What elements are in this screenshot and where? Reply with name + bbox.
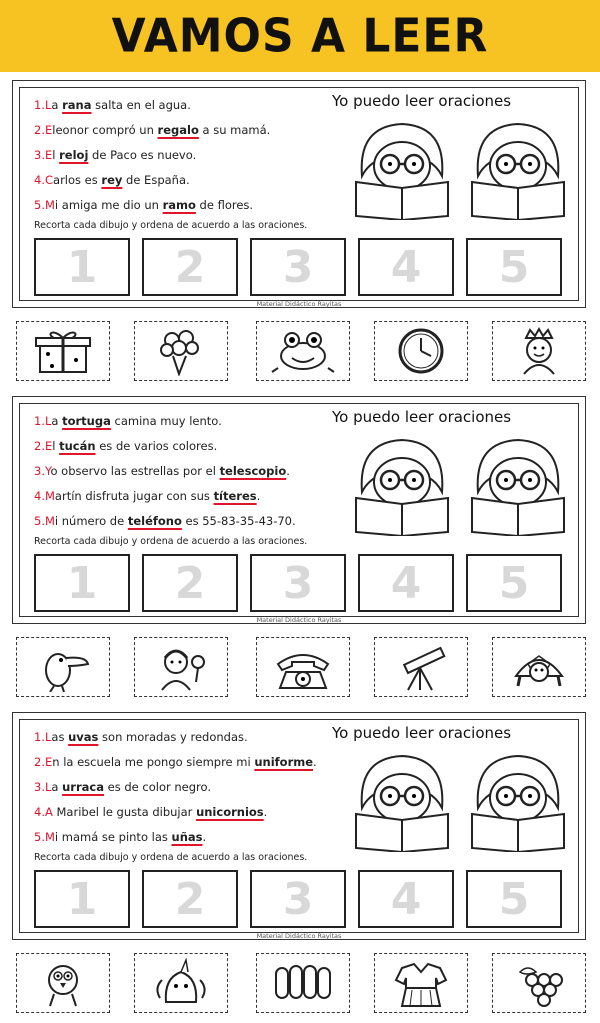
answer-box[interactable] [142,554,238,612]
king-icon [504,326,574,376]
sentence [34,414,222,428]
sentence-text-before: Maribel le gusta dibujar [52,805,197,819]
instruction-text: Recorta cada dibujo y ordena de acuerdo a las oraciones. [34,852,308,863]
sentence-initial: E [44,755,53,769]
cutout-card[interactable] [256,953,350,1013]
sentence-number: 2. [34,123,45,137]
sentence [34,514,296,528]
sentence-text-after: de flores. [195,198,254,212]
page-title: VAMOS A LEER [111,9,489,63]
telephone-icon [268,642,338,692]
sentence-number: 4. [34,173,45,187]
answer-box[interactable] [358,238,454,296]
sentence-number: 5. [34,514,45,528]
reading-panel [12,712,586,940]
flower-bouquet-icon [146,326,216,376]
answer-box[interactable] [250,870,346,928]
box-number: 1 [66,241,98,293]
section-heading: Yo puedo leer oraciones [332,92,512,110]
sentence-keyword: teléfono [127,514,182,528]
sentence-keyword: títeres [213,489,257,503]
sentence-number: 4. [34,489,45,503]
sentence-text-after: salta en el agua. [91,98,191,112]
sentence [34,464,290,478]
panel-inner-border [19,403,579,624]
sentence [34,830,206,844]
clock-icon [386,326,456,376]
telescope-icon [386,642,456,692]
nails-icon [268,958,338,1008]
sentence-number: 1. [34,98,45,112]
section-heading: Yo puedo leer oraciones [332,408,512,426]
cutout-card[interactable] [374,321,468,381]
sentence-keyword: rana [62,98,92,112]
kids-reading-illustration [352,116,588,220]
sentence-number: 5. [34,198,45,212]
magpie-icon [28,958,98,1008]
cutout-card[interactable] [16,321,110,381]
sentence [34,780,211,794]
box-number: 3 [282,557,314,609]
sentence-initial: A [44,805,53,819]
sentence-number: 4. [34,805,45,819]
box-number: 5 [498,241,530,293]
credit-text: Material Didáctico Rayitas [256,932,342,940]
sentence [34,755,317,769]
sentence-text-before: i amiga me dio un [54,198,163,212]
sentence-text-after: de España. [122,173,190,187]
cutout-card[interactable] [256,321,350,381]
sentence-text-after: de Paco es nuevo. [88,148,197,162]
sentence-text-after: a su mamá. [198,123,271,137]
box-number: 5 [498,557,530,609]
sentence-text-before: a [51,780,63,794]
answer-box[interactable] [34,554,130,612]
cutout-strip [12,637,588,699]
box-number: 5 [498,873,530,925]
frog-icon [268,326,338,376]
box-number: 1 [66,557,98,609]
sentence-text-before: i mamá se pinto las [54,830,172,844]
box-number: 2 [174,873,206,925]
panel-inner-border [19,87,579,308]
kids-reading-illustration [352,432,588,536]
sentence [34,439,217,453]
box-number: 1 [66,873,98,925]
credit-text: Material Didáctico Rayitas [256,300,342,308]
answer-box[interactable] [142,870,238,928]
cutout-card[interactable] [374,953,468,1013]
sentence-keyword: urraca [62,780,104,794]
sentence-text-after: . [202,830,207,844]
unicorn-icon [146,958,216,1008]
sentence-number: 1. [34,730,45,744]
cutout-card[interactable] [492,321,586,381]
answer-box[interactable] [466,554,562,612]
sentence-text-after: es de varios colores. [95,439,218,453]
sentence-keyword: uvas [68,730,99,744]
cutout-strip [12,321,588,383]
sentence [34,148,196,162]
answer-box[interactable] [358,554,454,612]
toucan-icon [28,642,98,692]
cutout-card[interactable] [256,637,350,697]
sentence-number: 2. [34,755,45,769]
cutout-card[interactable] [16,953,110,1013]
box-number: 4 [390,241,422,293]
kids-reading-illustration [352,748,588,852]
sentence [34,730,248,744]
sentence-number: 2. [34,439,45,453]
sentence-keyword: ramo [162,198,196,212]
sentence-keyword: unicornios [196,805,264,819]
box-number: 4 [390,873,422,925]
uniform-icon [386,958,456,1008]
cutout-card[interactable] [374,637,468,697]
sentence-text-before: n la escuela me pongo siempre mi [52,755,255,769]
cutout-card[interactable] [134,321,228,381]
sentence-text-before: arlos es [53,173,102,187]
sentence-initial: L [44,730,52,744]
sentence-text-after: . [256,489,261,503]
sentence-number: 5. [34,830,45,844]
answer-box[interactable] [34,870,130,928]
answer-box[interactable] [142,238,238,296]
sentence-text-before: a [51,414,63,428]
sentence-text-after: son moradas y redondas. [98,730,248,744]
sentence-text-after: es 55-83-35-43-70. [181,514,296,528]
reading-panel [12,80,586,308]
sentence-initial: Y [44,464,51,478]
box-number: 4 [390,557,422,609]
sentence-keyword: tucán [59,439,96,453]
sentence-number: 3. [34,148,45,162]
sentence-initial: M [44,489,55,503]
sentence-initial: C [44,173,54,187]
box-number: 3 [282,873,314,925]
instruction-text: Recorta cada dibujo y ordena de acuerdo a las oraciones. [34,220,308,231]
sentence-text-after: es de color negro. [103,780,211,794]
sentence-text-before: leonor compró un [52,123,158,137]
sentence [34,805,267,819]
credit-text: Material Didáctico Rayitas [256,616,342,624]
title-banner [0,0,600,72]
sentence [34,98,191,112]
reading-panel [12,396,586,624]
sentence [34,173,190,187]
answer-box[interactable] [466,238,562,296]
sentence-text-after: . [313,755,317,769]
turtle-icon [504,642,574,692]
sentence-initial: L [44,98,52,112]
box-number: 3 [282,241,314,293]
sentence-initial: M [44,830,55,844]
panel-inner-border [19,719,579,940]
sentence [34,489,260,503]
sentence-keyword: regalo [157,123,199,137]
sentence-text-before: i número de [54,514,128,528]
answer-box[interactable] [466,870,562,928]
box-number: 2 [174,557,206,609]
sentence-text-after: . [263,805,268,819]
sentence-initial: E [44,148,53,162]
answer-box[interactable] [34,238,130,296]
sentence-keyword: telescopio [219,464,287,478]
sentence-text-after: camina muy lento. [110,414,222,428]
cutout-card[interactable] [134,637,228,697]
sentence-keyword: uñas [171,830,203,844]
grapes-icon [504,958,574,1008]
sentence-initial: M [44,198,55,212]
instruction-text: Recorta cada dibujo y ordena de acuerdo a las oraciones. [34,536,308,547]
sentence-keyword: tortuga [62,414,111,428]
section-heading: Yo puedo leer oraciones [332,724,512,742]
sentence [34,123,270,137]
sentence-text-before: artín disfruta jugar con sus [54,489,214,503]
sentence-initial: E [44,439,53,453]
sentence-number: 1. [34,414,45,428]
sentence-text-before: o observo las estrellas por el [50,464,220,478]
sentence-keyword: reloj [59,148,89,162]
sentence-initial: E [44,123,53,137]
sentence-initial: L [44,414,52,428]
sentence-number: 3. [34,780,45,794]
cutout-card[interactable] [134,953,228,1013]
sentence-number: 3. [34,464,45,478]
sentence [34,198,253,212]
gift-icon [28,326,98,376]
sentence-text-before: l [52,148,60,162]
answer-box[interactable] [250,238,346,296]
cutout-strip [12,953,588,1015]
cutout-card[interactable] [492,953,586,1013]
sentence-initial: M [44,514,55,528]
sentence-text-after: . [286,464,290,478]
sentence-keyword: rey [101,173,123,187]
sentence-initial: L [44,780,52,794]
answer-box[interactable] [358,870,454,928]
answer-box[interactable] [250,554,346,612]
sentence-text-before: a [51,98,63,112]
sentence-text-before: as [51,730,69,744]
sentence-text-before: l [52,439,60,453]
cutout-card[interactable] [492,637,586,697]
puppet-icon [146,642,216,692]
sentence-keyword: uniforme [254,755,314,769]
cutout-card[interactable] [16,637,110,697]
box-number: 2 [174,241,206,293]
